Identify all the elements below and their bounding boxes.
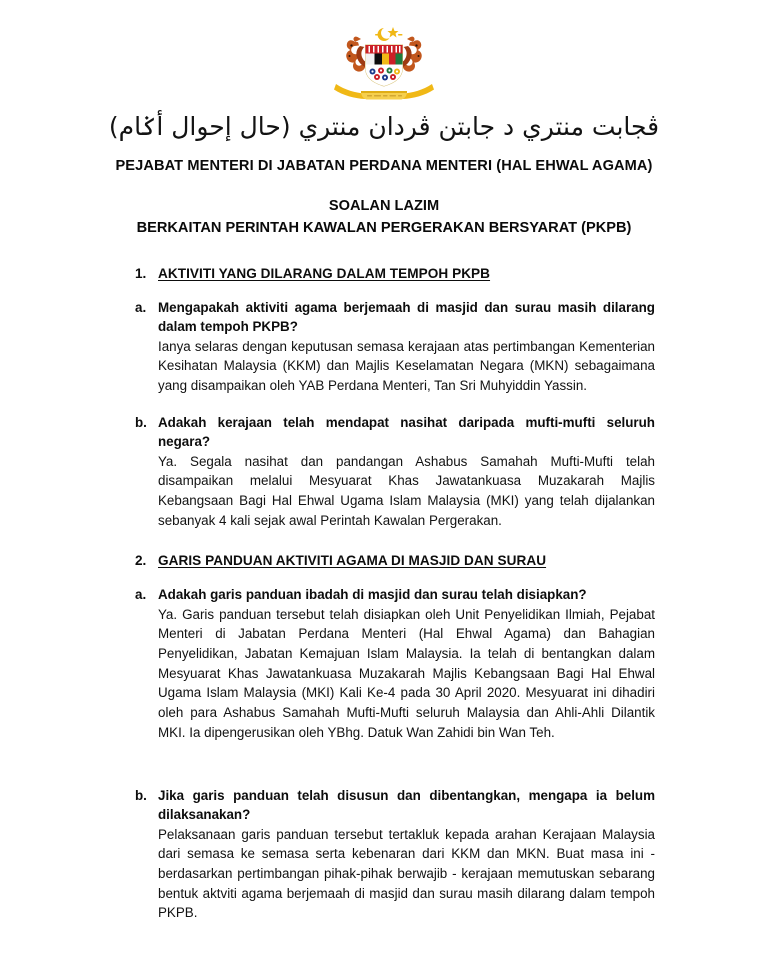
document-title-line2: BERKAITAN PERINTAH KAWALAN PERGERAKAN BERSYARAT (PKPB) <box>136 219 632 236</box>
section-1-item-b-marker: b. <box>135 414 147 430</box>
section-2-item-b-answer: Pelaksanaan garis panduan tersebut tertakluk kepada arahan Kerajaan Malaysia dari semasa ke semasa serta kebenaran dari KKM dan MKN. Buat masa ini - berdasarkan pertimbangan pihak-pihak berwajib - kerajaan memutuskan sebarang bentuk aktviti agama berjemaah di masjid dan surau masih dilarang dalam tempoh PKPB. <box>158 826 655 921</box>
document-title <box>0 196 768 240</box>
section-1-item-a-answer: Ianya selaras dengan keputusan semasa kerajaan atas pertimbangan Kementerian Kesihatan Malaysia (KKM) dan Majlis Keselamatan Negara (MKN) sebagaimana yang disampaikan oleh YAB Perdana Menteri, Tan Sri Muhyiddin Yassin. <box>158 338 655 393</box>
section-2-item-a <box>135 585 655 743</box>
section-1-heading <box>135 266 655 281</box>
section-1-item-b <box>135 413 655 531</box>
section-2-title: GARIS PANDUAN AKTIVITI AGAMA DI MASJID DAN SURAU <box>158 552 547 568</box>
malaysian-coat-of-arms-icon <box>318 20 450 104</box>
section-1-number: 1. <box>135 265 147 281</box>
office-title: PEJABAT MENTERI DI JABATAN PERDANA MENTERI (HAL EHWAL AGAMA) <box>115 157 653 174</box>
section-1-title: AKTIVITI YANG DILARANG DALAM TEMPOH PKPB <box>158 265 491 281</box>
letterhead <box>0 0 768 240</box>
section-1-item-a-marker: a. <box>135 299 147 315</box>
section-2-heading <box>135 553 655 568</box>
section-2-item-a-question: Adakah garis panduan ibadah di masjid dan surau telah disiapkan? <box>158 586 587 602</box>
section-2 <box>135 553 655 924</box>
section-2-item-a-marker: a. <box>135 586 147 602</box>
section-1-item-b-answer: Ya. Segala nasihat dan pandangan Ashabus Samahah Mufti-Mufti telah disampaikan melalui Mesyuarat Khas Jawatankuasa Muzakarah Majlis Kebangsaan Bagi Hal Ehwal Ugama Islam Malaysia (MKI) yang telah dijalankan sebanyak 4 kali sejak awal Perintah Kawalan Pergerakan. <box>158 453 655 528</box>
section-2-item-b-question: Jika garis panduan telah disusun dan dibentangkan, mengapa ia belum dilaksanakan? <box>158 787 655 822</box>
section-1-item-a-question: Mengapakah aktiviti agama berjemaah di masjid dan surau masih dilarang dalam tempoh PKPB? <box>158 299 655 334</box>
section-1-item-a <box>135 298 655 396</box>
faq-content <box>135 266 655 924</box>
jawi-office-title: ڤجابت منتري د جابتن ڤردان منتري (حال إحوال أݢام) <box>108 112 660 141</box>
section-2-number: 2. <box>135 552 147 568</box>
spacer <box>135 743 655 769</box>
document-title-line1: SOALAN LAZIM <box>328 197 440 214</box>
section-1 <box>135 266 655 531</box>
section-1-item-b-question: Adakah kerajaan telah mendapat nasihat daripada mufti-mufti seluruh negara? <box>158 414 655 449</box>
section-2-item-a-answer: Ya. Garis panduan tersebut telah disiapkan oleh Unit Penyelidikan Ilmiah, Pejabat Menteri di Jabatan Perdana Menteri (Hal Ehwal Agama) dan Bahagian Penyelidikan, Jabatan Kemajuan Islam Malaysia. Ia telah di bentangkan dalam Mesyuarat Khas Jawatankuasa Muzakarah Majlis Kebangsaan Bagi Hal Ehwal Ugama Islam Malaysia (MKI) Kali Ke-4 pada 30 April 2020. Mesyuarat ini dihadiri oleh para Ashabus Samahah Mufti-Mufti seluruh Malaysia dan Ahli-Ahli Dilantik MKI. Ia dipengerusikan oleh YBhg. Datuk Wan Zahidi bin Wan Teh. <box>158 606 655 740</box>
section-2-item-b <box>135 786 655 924</box>
section-2-item-b-marker: b. <box>135 787 147 803</box>
